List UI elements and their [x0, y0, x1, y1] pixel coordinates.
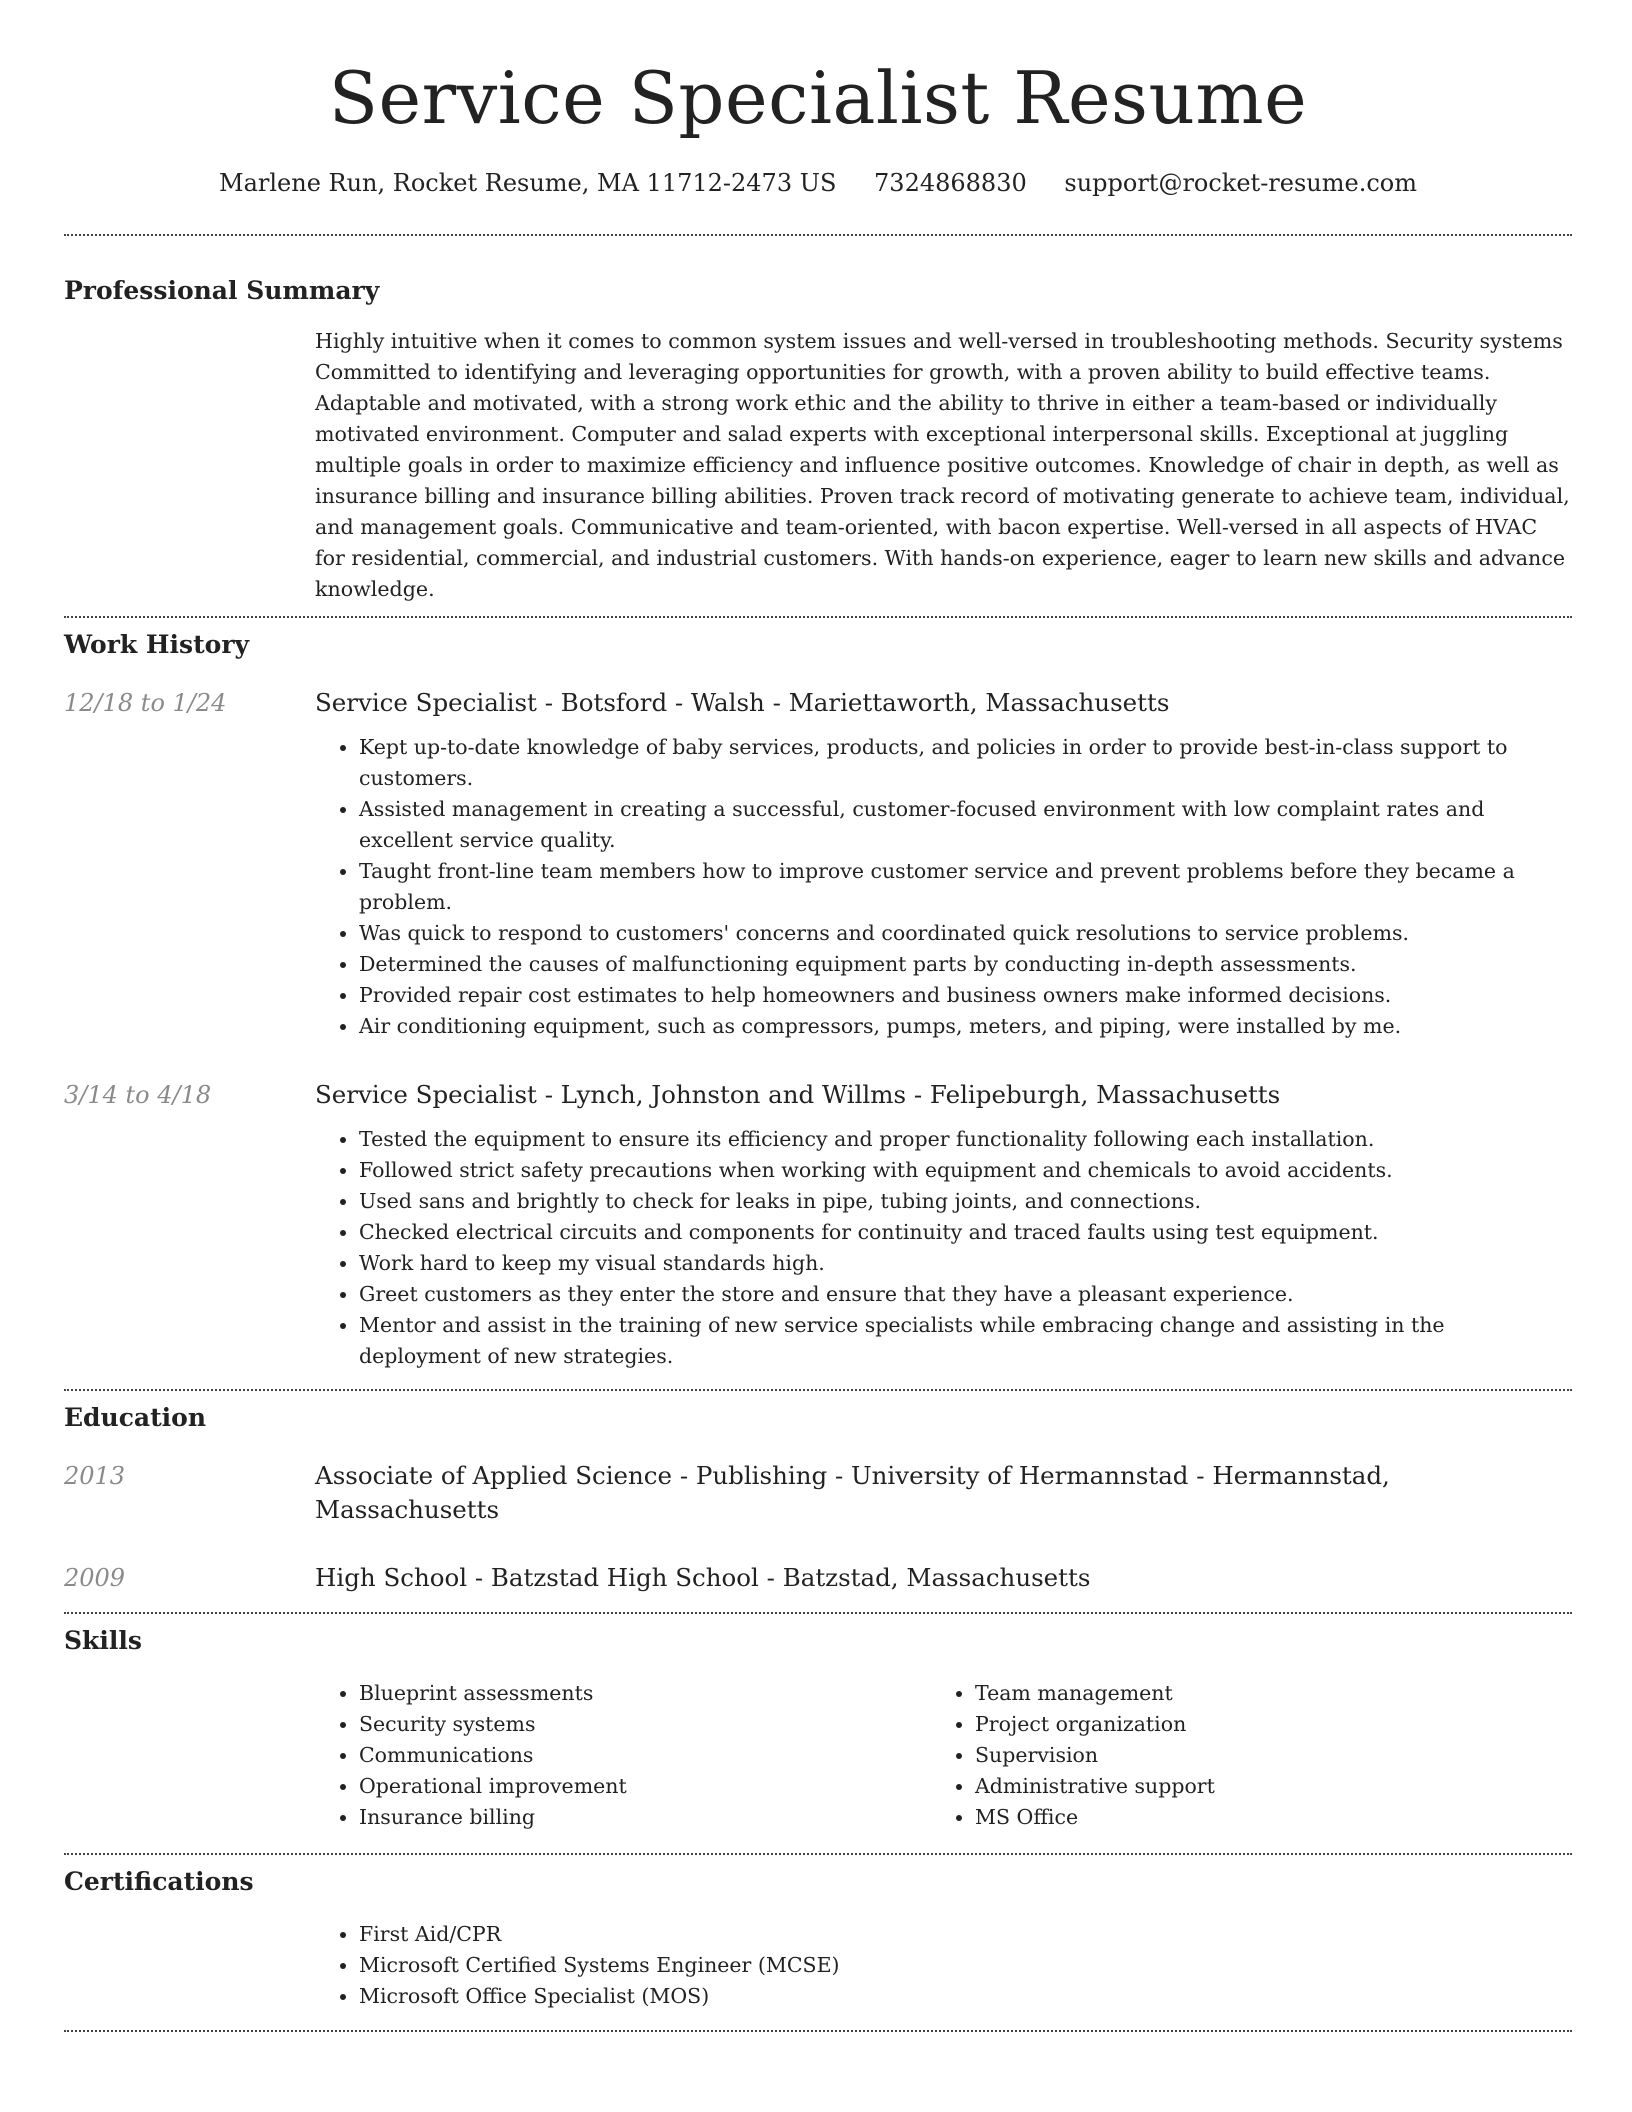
list-item: • Insurance billing	[359, 1802, 931, 1833]
certifications-section	[64, 1855, 1572, 2012]
summary-body	[315, 326, 1572, 605]
list-item: • Used sans and brightly to check for leaks in pipe, tubing joints, and connections.	[359, 1186, 1572, 1217]
certifications-heading: Certifications	[64, 1867, 254, 1896]
education-section	[64, 1391, 1572, 1595]
list-item: • Team management	[975, 1678, 1215, 1709]
list-item: • Kept up-to-date knowledge of baby services, products, and policies in order to provide best-in-class support to customers.	[359, 732, 1572, 794]
education-entry	[64, 1561, 1572, 1595]
list-item: • Work hard to keep my visual standards high.	[359, 1248, 1572, 1279]
certifications-row	[64, 1919, 1572, 2012]
skills-column-2	[931, 1678, 1215, 1833]
list-item: • Greet customers as they enter the store and ensure that they have a pleasant experience.	[359, 1279, 1572, 1310]
list-item: • Taught front-line team members how to improve customer service and prevent problems before they became a problem.	[359, 856, 1572, 918]
skills-heading: Skills	[64, 1626, 142, 1655]
contact-email: support@rocket-resume.com	[1064, 169, 1417, 197]
work-section	[64, 618, 1572, 1372]
skills-row	[64, 1678, 1572, 1833]
job-bullets	[315, 1124, 1572, 1372]
list-item: • Microsoft Certified Systems Engineer (MCSE)	[359, 1950, 1572, 1981]
summary-heading: Professional Summary	[64, 276, 380, 305]
list-item: • Was quick to respond to customers' concerns and coordinated quick resolutions to service problems.	[359, 918, 1572, 949]
list-item: • Project organization	[975, 1709, 1215, 1740]
list-item: • Tested the equipment to ensure its efficiency and proper functionality following each installation.	[359, 1124, 1572, 1155]
list-item: • First Aid/CPR	[359, 1919, 1572, 1950]
education-title	[315, 1459, 1572, 1527]
job-body	[315, 1078, 1572, 1372]
job-dates: 12/18 to 1/24	[64, 689, 227, 717]
education-school: - Batzstad High School - Batzstad, Massachusetts	[467, 1563, 1091, 1592]
work-heading: Work History	[64, 630, 250, 659]
page-title: Service Specialist Resume	[328, 56, 1308, 140]
resume-page	[64, 0, 1572, 2032]
summary-text: Highly intuitive when it comes to common system issues and well-versed in troubleshooting methods. Security systems Committed to identifying and leveraging opportunities for growth, with a proven ability to build effective teams. Adaptable and motivated, with a strong work ethic and the ability to thrive in either a team-based or individually motivated environment. Computer and salad experts with exceptional interpersonal skills. Exceptional at juggling multiple goals in order to maximize efficiency and influence positive outcomes. Knowledge of chair in depth, as well as insurance billing and insurance billing abilities. Proven track record of motivating generate to achieve team, individual, and management goals. Communicative and team-oriented, with bacon expertise. Well-versed in all aspects of HVAC for residential, commercial, and industrial customers. With hands-on experience, eager to learn new skills and advance knowledge.	[315, 329, 1570, 601]
job-title: Service Specialist - Botsford - Walsh - Mariettaworth, Massachusetts	[315, 688, 1170, 717]
list-item: • Administrative support	[975, 1771, 1215, 1802]
education-entry	[64, 1459, 1572, 1527]
education-heading: Education	[64, 1403, 207, 1432]
list-item: • MS Office	[975, 1802, 1215, 1833]
contact-address: Marlene Run, Rocket Resume, MA 11712-2473 US	[219, 169, 837, 197]
job-entry	[64, 1078, 1572, 1372]
list-item: • Microsoft Office Specialist (MOS)	[359, 1981, 1572, 2012]
education-degree: Associate of Applied Science - Publishing	[315, 1461, 828, 1490]
skills-column-1	[315, 1678, 931, 1833]
job-title: Service Specialist - Lynch, Johnston and Willms - Felipeburgh, Massachusetts	[315, 1080, 1281, 1109]
list-item: • Communications	[359, 1740, 931, 1771]
education-year: 2009	[64, 1564, 126, 1592]
education-school: - University of Hermannstad - Hermannstad, Massachusetts	[315, 1461, 1390, 1524]
job-body	[315, 686, 1572, 1042]
certifications-list	[315, 1919, 1572, 2012]
summary-section	[64, 236, 1572, 605]
certifications-body	[315, 1919, 1572, 2012]
education-degree: High School	[315, 1563, 468, 1592]
job-entry	[64, 686, 1572, 1042]
summary-row	[64, 326, 1572, 605]
list-item: • Followed strict safety precautions when working with equipment and chemicals to avoid accidents.	[359, 1155, 1572, 1186]
list-item: • Mentor and assist in the training of new service specialists while embracing change and assisting in the deployment of new strategies.	[359, 1310, 1572, 1372]
skills-section	[64, 1614, 1572, 1833]
list-item: • Operational improvement	[359, 1771, 931, 1802]
list-item: • Provided repair cost estimates to help homeowners and business owners make informed decisions.	[359, 980, 1572, 1011]
list-item: • Air conditioning equipment, such as compressors, pumps, meters, and piping, were installed by me.	[359, 1011, 1572, 1042]
list-item: • Determined the causes of malfunctioning equipment parts by conducting in-depth assessments.	[359, 949, 1572, 980]
job-bullets	[315, 732, 1572, 1042]
list-item: • Checked electrical circuits and components for continuity and traced faults using test equipment.	[359, 1217, 1572, 1248]
list-item: • Blueprint assessments	[359, 1678, 931, 1709]
education-year: 2013	[64, 1462, 126, 1490]
contact-line	[64, 166, 1572, 200]
list-item: • Supervision	[975, 1740, 1215, 1771]
education-title	[315, 1561, 1572, 1595]
job-dates: 3/14 to 4/18	[64, 1081, 212, 1109]
list-item: • Assisted management in creating a successful, customer-focused environment with low complaint rates and excellent service quality.	[359, 794, 1572, 856]
divider-certifications	[64, 2030, 1572, 2032]
skills-grid	[315, 1678, 1572, 1833]
contact-phone: 7324868830	[874, 169, 1027, 197]
list-item: • Security systems	[359, 1709, 931, 1740]
